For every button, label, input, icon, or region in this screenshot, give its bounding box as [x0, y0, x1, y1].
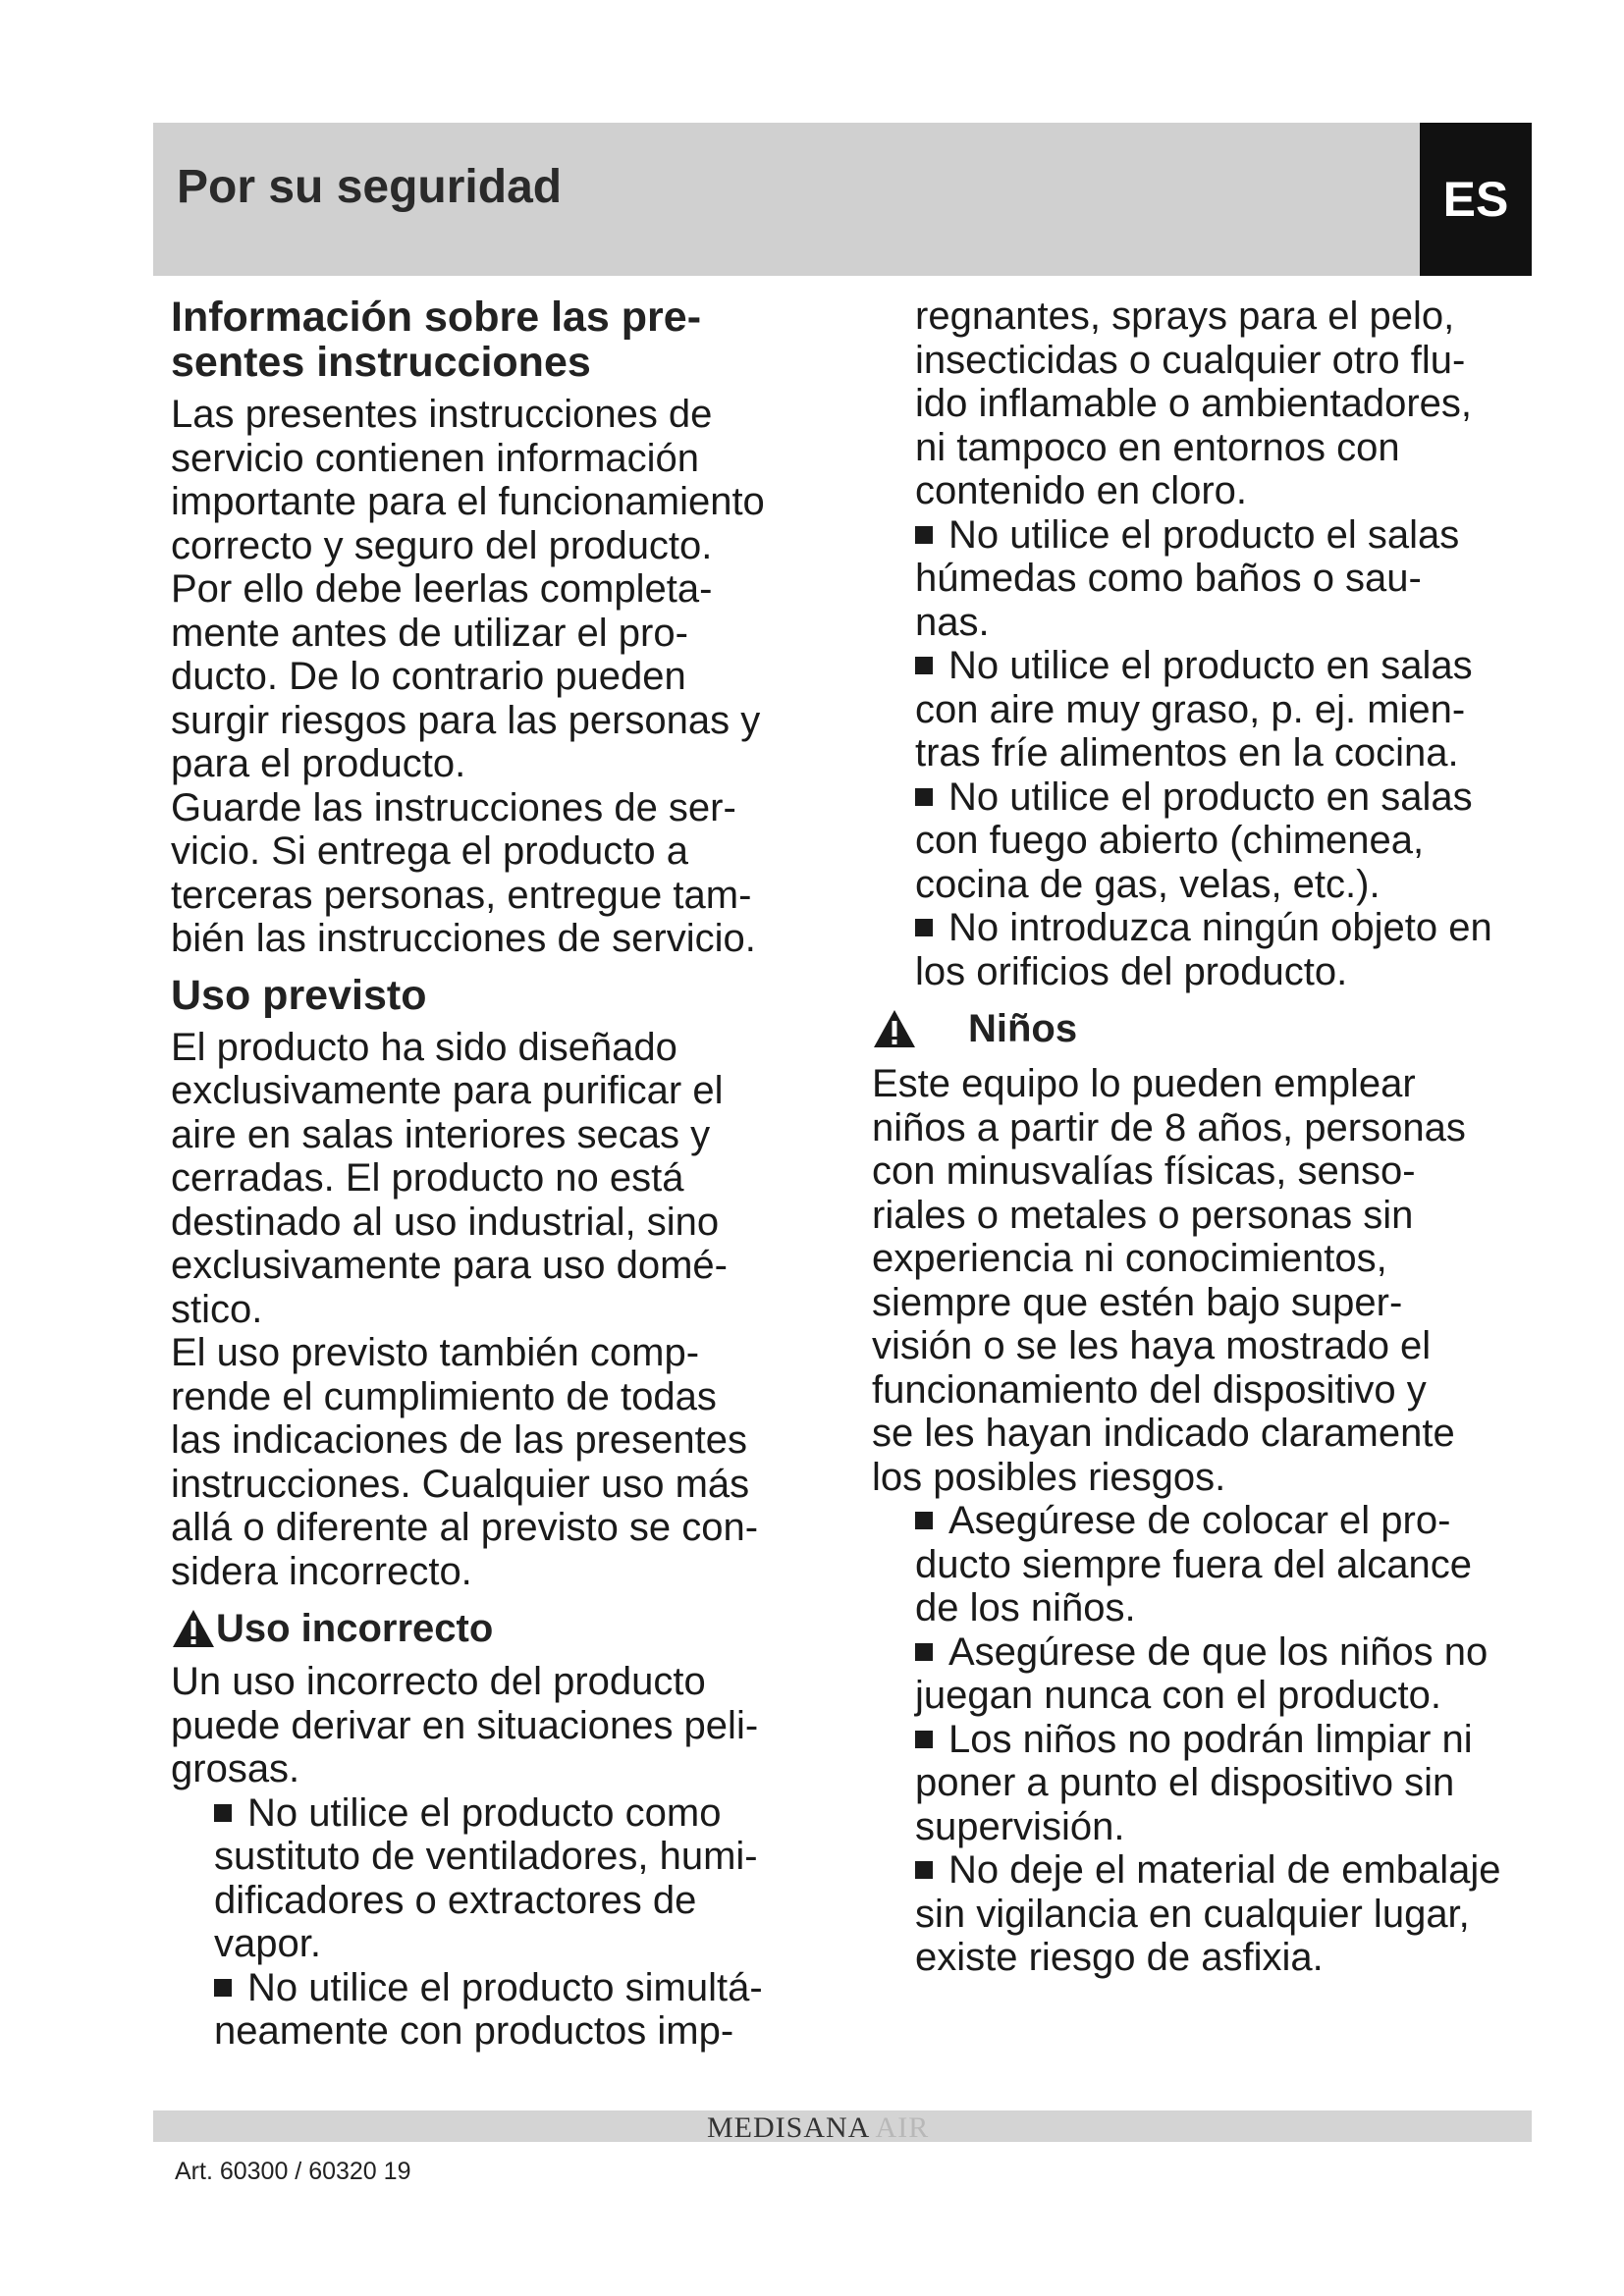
list-item: No introduzca ningún objeto en los orificios del producto.	[915, 906, 1492, 993]
bullet-icon	[915, 1861, 933, 1879]
bullet-icon	[915, 919, 933, 936]
list-item: Asegúrese de que los niños no juegan nunca con el producto.	[915, 1629, 1489, 1717]
heading-ninos: Niños	[872, 1007, 1598, 1050]
bullet-icon	[915, 526, 933, 544]
list-item: No utilice el producto como sustituto de ventiladores, humi- dificadores o extractores de vapor.	[214, 1790, 758, 1965]
paragraph-uso-incorrecto: Un uso incorrecto del producto puede derivar en situaciones peli- grosas.	[171, 1660, 759, 1790]
list-item: No utilice el producto el salas húmedas como baños o sau- nas.	[915, 512, 1460, 644]
list-item: No utilice el producto en salas con aire muy graso, p. ej. mien- tras fríe alimentos en la cocina.	[915, 644, 1473, 774]
bullet-icon	[915, 1731, 933, 1748]
bullet-icon	[915, 788, 933, 806]
list-ninos	[915, 1499, 1598, 1980]
right-column	[872, 294, 1598, 1980]
article-number: Art. 60300 / 60320 19	[175, 2158, 411, 2185]
bullet-icon	[214, 1804, 232, 1822]
paragraph-uso-previsto: El producto ha sido diseñado exclusivamente para purificar el aire en salas interiores secas y cerradas. El producto no está destinado al uso industrial, sino exclusivamente para uso domé- stico. El uso previsto también comp- rende el cumplimiento de todas las indicaciones de las presentes instrucciones. Cualquier uso más allá o diferente al previsto se con- sidera incorrecto.	[171, 1025, 759, 1593]
bullet-icon	[915, 1512, 933, 1529]
bullet-icon	[915, 657, 933, 674]
list-uso-incorrecto	[214, 1791, 839, 2054]
paragraph-info: Las presentes instrucciones de servicio contienen información importante para el funcionamiento correcto y seguro del producto. Por ello debe leerlas completa- mente antes de utilizar el pro- ducto. De lo contrario pueden surgir riesgos para las personas y para el producto. Guarde las instrucciones de ser- vicio. Si entrega el producto a terceras personas, entregue tam- bién las instrucciones de servicio.	[171, 393, 765, 960]
paragraph-continuation: regnantes, sprays para el pelo, insecticidas o cualquier otro flu- ido inflamable o ambientadores, ni tampoco en entornos con contenido en cloro.	[915, 294, 1473, 512]
list-uso-incorrecto-cont	[915, 513, 1598, 994]
bullet-icon	[915, 1643, 933, 1661]
list-item: No utilice el producto simultá- neamente con productos imp-	[214, 1965, 763, 2053]
left-column	[171, 294, 839, 2054]
heading-uso-incorrecto: Uso incorrecto	[171, 1607, 839, 1650]
language-tab: ES	[1420, 123, 1532, 276]
heading-uso-previsto: Uso previsto	[171, 971, 427, 1019]
warning-icon	[171, 1608, 216, 1649]
list-item: Los niños no podrán limpiar ni poner a punto el dispositivo sin supervisión.	[915, 1717, 1473, 1848]
paragraph-ninos: Este equipo lo pueden emplear niños a partir de 8 años, personas con minusvalías físicas, senso- riales o metales o personas sin experiencia ni conocimientos, siempre que estén bajo super- visión o se les haya mostrado el funcionamiento del dispositivo y se les hayan indicado claramente los posibles riesgos.	[872, 1062, 1466, 1499]
page-title: Por su seguridad	[177, 161, 563, 213]
warning-icon	[872, 1008, 917, 1049]
heading-info: Información sobre las pre- sentes instrucciones	[171, 294, 702, 386]
bullet-icon	[214, 1979, 232, 1997]
list-item: Asegúrese de colocar el pro- ducto siempre fuera del alcance de los niños.	[915, 1499, 1472, 1629]
list-item: No utilice el producto en salas con fuego abierto (chimenea, cocina de gas, velas, etc.).	[915, 774, 1473, 906]
brand-logo: MEDISANA AIR	[707, 2111, 930, 2144]
list-item: No deje el material de embalaje sin vigilancia en cualquier lugar, existe riesgo de asfixia.	[915, 1848, 1501, 1979]
